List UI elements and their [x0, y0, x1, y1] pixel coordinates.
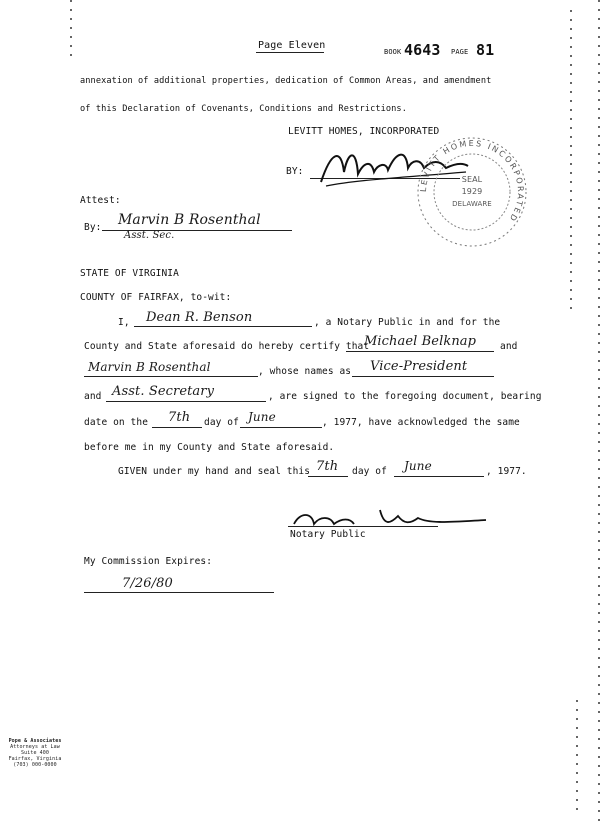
- given-year-text: , 1977.: [486, 466, 527, 477]
- given-month-line: [394, 476, 484, 477]
- before-me-text: before me in my County and State aforesaid.: [84, 442, 335, 453]
- attest-label: Attest:: [80, 195, 121, 206]
- whose-names-text: , whose names as: [258, 366, 352, 377]
- and2-label: and: [84, 391, 102, 402]
- stamp-line-3: Suite 400: [21, 750, 49, 756]
- stamp-line-1: Pope & Associates: [8, 738, 62, 744]
- seal-center-line-3: DELAWARE: [452, 200, 492, 208]
- page-number: 81: [476, 41, 495, 59]
- notary-name-handwritten: Dean R. Benson: [146, 310, 253, 325]
- corporate-seal: [404, 136, 540, 251]
- page-edge-scan-marks: [598, 0, 600, 828]
- page-label-underline: [256, 52, 324, 53]
- certify-name-line: [346, 351, 494, 352]
- i-label: I,: [118, 317, 130, 328]
- attest-title: Asst. Sec.: [124, 230, 175, 241]
- certify-name-handwritten: Michael Belknap: [364, 334, 477, 349]
- year-ack-text: , 1977, have acknowledged the same: [322, 417, 520, 428]
- attest-signature: Marvin B Rosenthal: [118, 212, 261, 228]
- company-name: LEVITT HOMES, INCORPORATED: [288, 126, 440, 137]
- second-name-line: [84, 376, 258, 377]
- page-prefix: PAGE: [451, 48, 469, 56]
- left-edge-scan-marks: [70, 0, 72, 60]
- given-month-handwritten: June: [404, 459, 432, 473]
- by-label: BY:: [286, 166, 304, 177]
- day-of-text: day of: [204, 417, 239, 428]
- stamp-line-4: Fairfax, Virginia: [8, 756, 62, 762]
- title1-line: [352, 376, 494, 377]
- certify-text: County and State aforesaid do hereby certify that: [84, 341, 370, 352]
- title1-handwritten: Vice-President: [370, 359, 468, 374]
- date-month-handwritten: June: [248, 410, 276, 424]
- second-name-handwritten: Marvin B Rosenthal: [88, 360, 211, 374]
- paragraph-line-1: annexation of additional properties, dedication of Common Areas, and amendment: [80, 76, 492, 86]
- state-heading: STATE OF VIRGINIA: [80, 268, 179, 279]
- stamp-line-5: (703) 000-0000: [13, 762, 57, 768]
- attest-by-label: By:: [84, 222, 102, 233]
- date-on-text: date on the: [84, 417, 149, 428]
- county-heading: COUNTY OF FAIRFAX, to-wit:: [80, 292, 232, 303]
- seal-ring-text: LEVITT HOMES INCORPORATED: [418, 138, 526, 225]
- seal-center-line-2: 1929: [461, 187, 483, 196]
- date-day-handwritten: 7th: [168, 410, 191, 425]
- given-day-handwritten: 7th: [316, 459, 339, 474]
- given-day-line: [308, 476, 348, 477]
- book-number: 4643: [404, 41, 441, 59]
- title2-handwritten: Asst. Secretary: [112, 384, 215, 399]
- seal-center-line-1: SEAL: [461, 175, 483, 184]
- date-day-line: [152, 427, 202, 428]
- date-month-line: [240, 427, 322, 428]
- given-day-of-text: day of: [352, 466, 387, 477]
- commission-label: My Commission Expires:: [84, 556, 213, 567]
- title2-line: [106, 401, 266, 402]
- notary-intro-text: , a Notary Public in and for the: [314, 317, 501, 328]
- page-label: Page Eleven: [258, 40, 326, 51]
- stamp-line-2: Attorneys at Law: [10, 744, 60, 750]
- notary-name-line: [134, 326, 312, 327]
- paragraph-line-2: of this Declaration of Covenants, Conditions and Restrictions.: [80, 104, 407, 114]
- commission-date-line: [84, 592, 274, 593]
- attest-signature-line: [102, 230, 292, 231]
- right-edge-scan-marks: [570, 10, 572, 310]
- and-label: and: [500, 341, 518, 352]
- notary-public-label: Notary Public: [290, 529, 366, 540]
- right-edge-scan-marks-lower: [576, 700, 578, 810]
- book-prefix: BOOK: [384, 48, 402, 56]
- signed-text: , are signed to the foregoing document, bearing: [268, 391, 542, 402]
- notary-signature-line: [288, 526, 438, 527]
- commission-date-handwritten: 7/26/80: [122, 576, 173, 591]
- given-text: GIVEN under my hand and seal this: [118, 466, 311, 477]
- attorney-stamp: [0, 738, 70, 768]
